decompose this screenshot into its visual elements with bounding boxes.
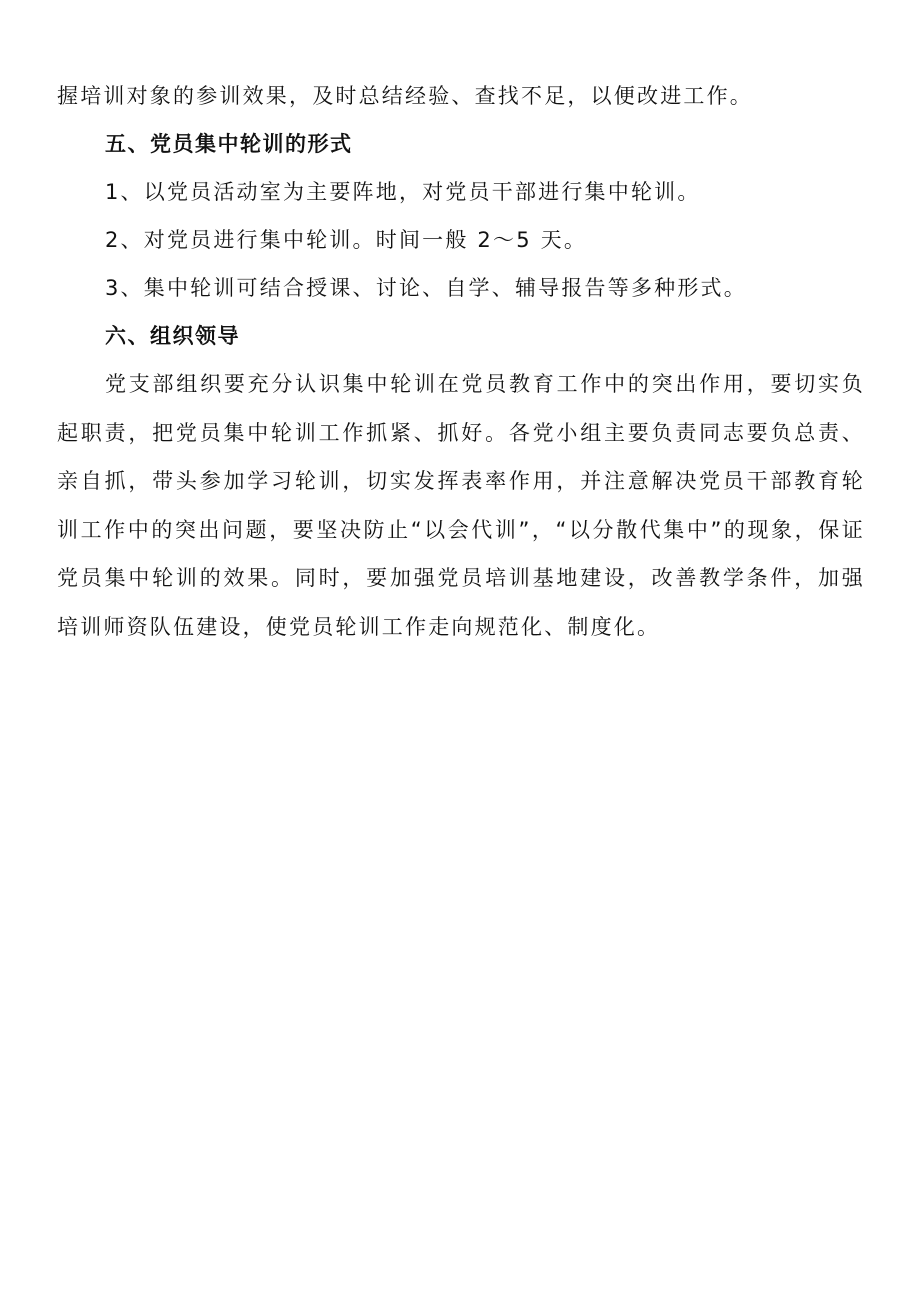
continuation-paragraph: 握培训对象的参训效果，及时总结经验、查找不足，以便改进工作。 — [57, 84, 753, 108]
list-item: 3、集中轮训可结合授课、讨论、自学、辅导报告等多种形式。 — [105, 276, 747, 300]
section-heading-form: 五、党员集中轮训的形式 — [105, 132, 353, 156]
leadership-paragraph: 党支部组织要充分认识集中轮训在党员教育工作中的突出作用，要切实负起职责，把党员集中轮训工作抓紧、抓好。各党小组主要负责同志要负总责、亲自抓，带头参加学习轮训，切实发挥表率作用，并注意解决党员干部教育轮训工作中的突出问题，要坚决防止“以会代训”，“以分散代集中”的现象，保证党员集中轮训的效果。同时，要加强党员培训基地建设，改善教学条件，加强培训师资队伍建设，使党员轮训工作走向规范化、制度化。 — [57, 372, 865, 639]
list-item: 2、对党员进行集中轮训。时间一般 2～5 天。 — [105, 228, 588, 252]
document-page — [57, 72, 865, 651]
list-item: 1、以党员活动室为主要阵地，对党员干部进行集中轮训。 — [105, 180, 701, 204]
section-heading-leadership: 六、组织领导 — [105, 324, 240, 348]
